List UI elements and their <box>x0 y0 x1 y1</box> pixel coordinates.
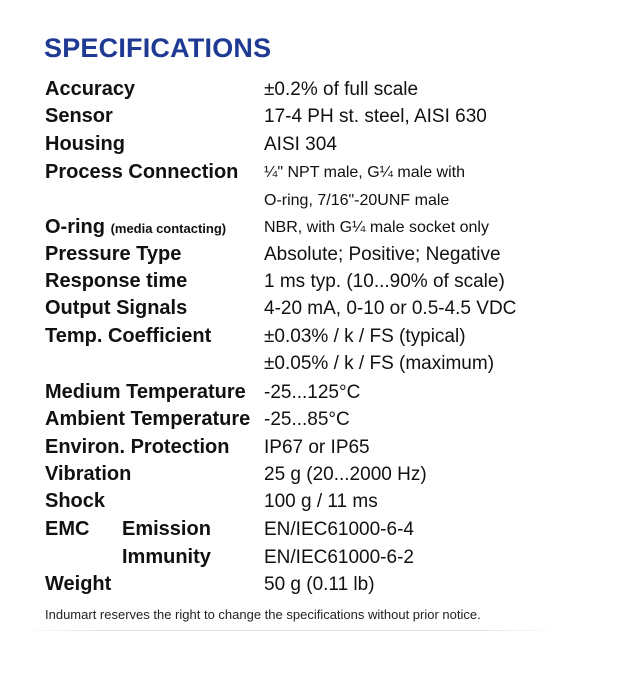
spec-label-note: (media contacting) <box>110 221 227 236</box>
spec-value-prefix: NBR, with <box>264 219 340 236</box>
spec-value: ±0.2% of full scale <box>264 79 419 100</box>
spec-value: EN/IEC61000-6-4 <box>264 519 414 540</box>
spec-label: Output Signals <box>45 297 188 319</box>
spec-label <box>45 214 226 242</box>
spec-value: IP67 or IP65 <box>264 437 370 458</box>
spec-value <box>264 214 489 241</box>
spec-label: Response time <box>45 270 188 292</box>
spec-row-housing <box>0 131 623 158</box>
spec-label: Environ. Protection <box>45 436 230 458</box>
spec-sublabel: Emission <box>122 518 211 540</box>
spec-value: 4-20 mA, 0-10 or 0.5-4.5 VDC <box>264 298 517 319</box>
spec-row-weight <box>0 571 623 598</box>
spec-value: 50 g (0.11 lb) <box>264 574 375 595</box>
spec-label: EMC <box>45 518 90 540</box>
spec-row-oring <box>0 214 623 241</box>
spec-label: Pressure Type <box>45 243 182 265</box>
spec-row-sensor <box>0 103 623 130</box>
spec-row-temp-coefficient-cont <box>0 350 623 377</box>
spec-label: Temp. Coefficient <box>45 325 212 347</box>
spec-label-main: O-ring <box>45 216 105 238</box>
spec-row-pressure-type <box>0 241 623 268</box>
spec-label: Vibration <box>45 463 132 485</box>
spec-value: ±0.03% / k / FS (typical) <box>264 326 466 347</box>
spec-row-emc-immunity <box>0 544 623 571</box>
spec-label: Shock <box>45 490 106 512</box>
spec-value: 25 g (20...2000 Hz) <box>264 464 427 485</box>
spec-value: EN/IEC61000-6-2 <box>264 547 414 568</box>
spec-label: Weight <box>45 573 112 595</box>
spec-value: -25...85°C <box>264 409 350 430</box>
disclaimer-note: Indumart reserves the right to change the specifications without prior notice. <box>45 607 481 622</box>
spec-label: Accuracy <box>45 78 136 100</box>
spec-value: O-ring, 7/16"-20UNF male <box>264 192 450 209</box>
spec-value-main: G¼ male socket only <box>339 219 489 236</box>
spec-row-shock <box>0 488 623 515</box>
spec-label: Ambient Temperature <box>45 408 251 430</box>
spec-value: ¼" NPT male, G¼ male with <box>264 164 466 181</box>
spec-row-accuracy <box>0 76 623 103</box>
spec-row-medium-temperature <box>0 379 623 406</box>
spec-value: 17-4 PH st. steel, AISI 630 <box>264 106 487 127</box>
spec-value: 100 g / 11 ms <box>264 491 378 512</box>
spec-row-response-time <box>0 268 623 295</box>
spec-value: -25...125°C <box>264 382 361 403</box>
spec-label: Process Connection <box>45 161 239 183</box>
divider <box>20 630 560 631</box>
spec-row-temp-coefficient <box>0 323 623 350</box>
spec-row-ambient-temperature <box>0 406 623 433</box>
spec-row-process-connection-cont <box>0 187 623 214</box>
spec-value: Absolute; Positive; Negative <box>264 244 501 265</box>
spec-row-vibration <box>0 461 623 488</box>
spec-label: Housing <box>45 133 125 155</box>
spec-label: Medium Temperature <box>45 381 246 403</box>
spec-label: Sensor <box>45 105 113 127</box>
page-title: SPECIFICATIONS <box>44 33 272 63</box>
spec-value: ±0.05% / k / FS (maximum) <box>264 353 495 374</box>
spec-row-process-connection <box>0 159 623 186</box>
spec-row-environ-protection <box>0 434 623 461</box>
spec-row-emc-emission <box>0 516 623 543</box>
spec-value: 1 ms typ. (10...90% of scale) <box>264 271 505 292</box>
spec-row-output-signals <box>0 295 623 322</box>
spec-sublabel: Immunity <box>122 546 211 568</box>
spec-value: AISI 304 <box>264 134 337 155</box>
